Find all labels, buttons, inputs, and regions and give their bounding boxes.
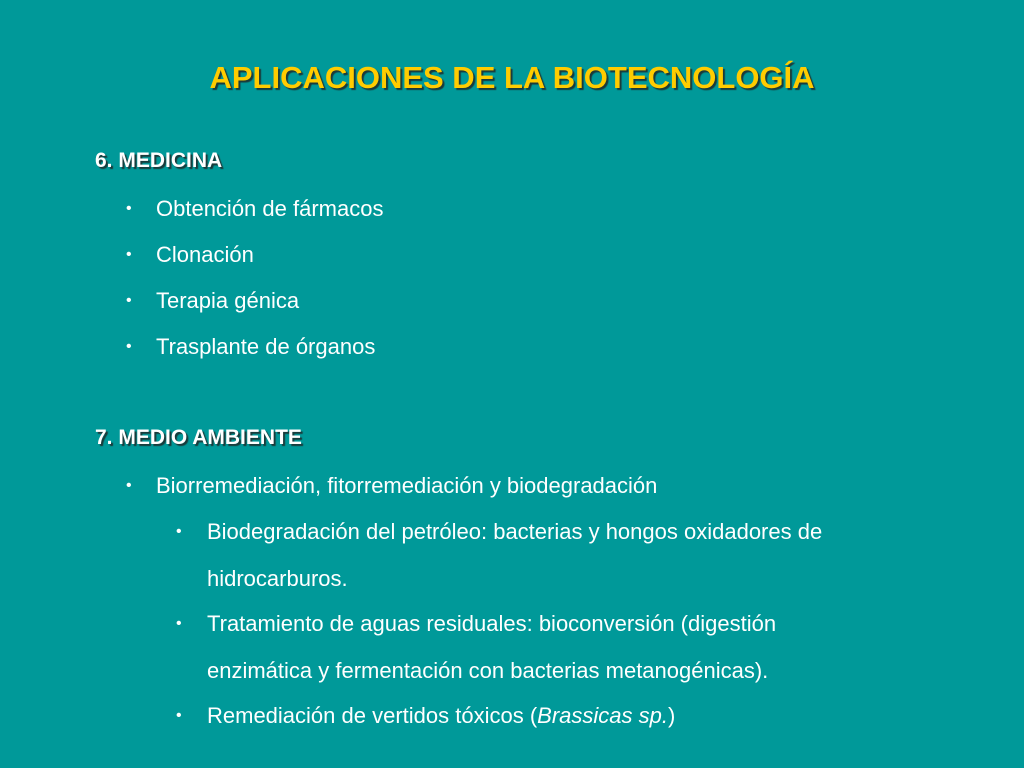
- bullet-icon: •: [126, 292, 132, 309]
- sub-list-item-continuation: enzimática y fermentación con bacterias metanogénicas).: [207, 658, 769, 683]
- list-item-text: Biorremediación, fitorremediación y biodegradación: [156, 473, 658, 498]
- bullet-icon: •: [126, 200, 132, 217]
- text-prefix: Remediación de vertidos tóxicos (: [207, 703, 538, 728]
- species-name: Brassicas sp.: [537, 703, 668, 728]
- text-suffix: ): [667, 703, 676, 728]
- bullet-icon: •: [176, 615, 182, 632]
- bullet-icon: •: [126, 338, 132, 355]
- sub-list-item-text: [207, 704, 675, 728]
- list-item-text: Terapia génica: [156, 288, 300, 313]
- bullet-icon: •: [176, 707, 182, 724]
- bullet-icon: •: [176, 523, 182, 540]
- bullet-icon: •: [126, 477, 132, 494]
- slide-title: APLICACIONES DE LA BIOTECNOLOGÍA: [209, 60, 815, 95]
- sub-list-item-text: Tratamiento de aguas residuales: bioconversión (digestión: [207, 611, 777, 636]
- section-heading-medio-ambiente: 7. MEDIO AMBIENTE: [95, 426, 302, 449]
- list-item-text: Trasplante de órganos: [156, 334, 376, 359]
- list-item-text: Obtención de fármacos: [156, 196, 384, 221]
- sub-list-item-text: Biodegradación del petróleo: bacterias y hongos oxidadores de: [207, 519, 823, 544]
- sub-list-item-continuation: hidrocarburos.: [207, 566, 348, 591]
- list-item-text: Clonación: [156, 242, 254, 267]
- section-heading-medicina: 6. MEDICINA: [95, 149, 223, 172]
- bullet-icon: •: [126, 246, 132, 263]
